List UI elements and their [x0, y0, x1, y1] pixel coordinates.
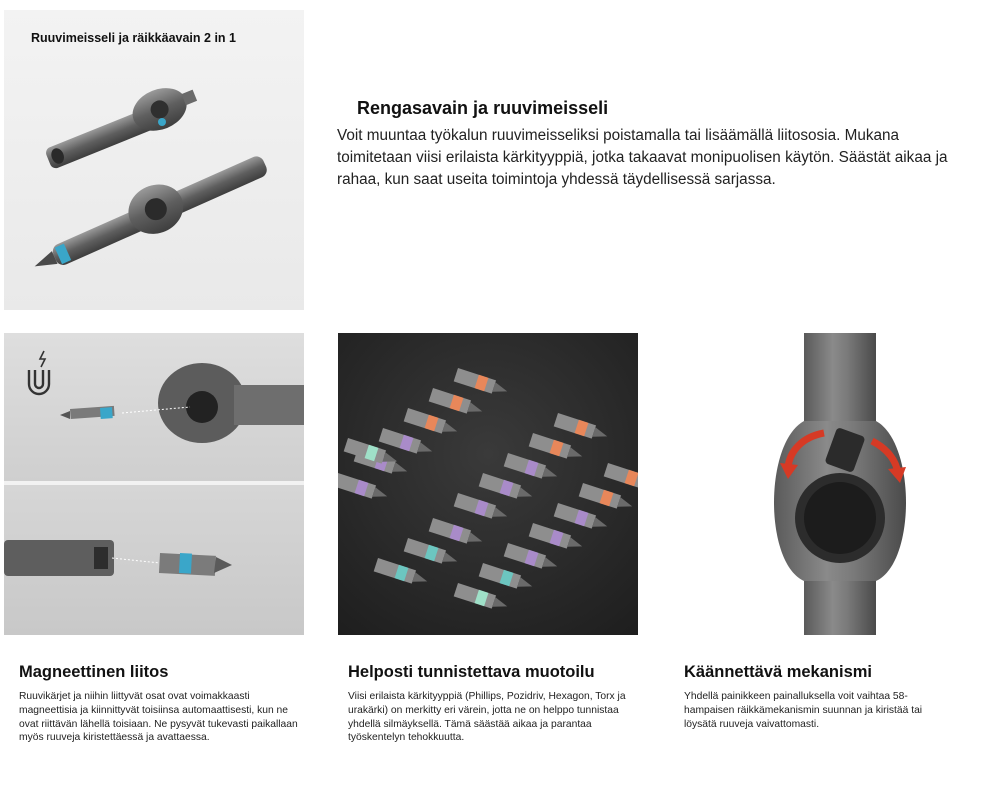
ratchet-illustration: [674, 333, 974, 635]
screwdriver-bit: [429, 518, 485, 548]
screwdriver-bit: [554, 503, 610, 533]
magnet-icon: [29, 351, 49, 394]
screwdriver-bit: [504, 543, 560, 573]
hero-photo: [4, 10, 304, 310]
intro-title: Rengasavain ja ruuvimeisseli: [357, 98, 609, 118]
feature-identifiable: [348, 663, 648, 745]
magnet-bottom-illustration: [4, 485, 304, 635]
feature-body: Yhdellä painikkeen painalluksella voit vaihtaa 58-hampaisen räikkämekanismin suunnan ja kiristää tai löysätä ruuveja vaivattomasti.: [684, 691, 923, 730]
screwdriver-bit: [454, 583, 510, 613]
screwdriver-bit: [374, 558, 430, 588]
magnetic-connection-photo: [4, 333, 304, 635]
screwdriver-bit: [529, 433, 585, 463]
screwdriver-bit: [454, 493, 510, 523]
feature-body: Ruuvikärjet ja niihin liittyvät osat ovat voimakkaasti magneettisia ja kiinnittyvät toisiinsa automaattisesti, kun ne ovat riittävän lähellä toisiaan. Ne pysyvät tukevasti paikallaan myös ruuveja kiristettäessä ja avattaessa.: [19, 691, 298, 744]
magnet-top-illustration: [4, 333, 304, 481]
screwdriver-bit: [404, 408, 460, 438]
screwdriver-bit: [579, 483, 635, 513]
screwdriver-bit: [338, 473, 389, 503]
screwdriver-bit: [504, 453, 560, 483]
screwdriver-bit: [604, 463, 638, 493]
reversible-ratchet-photo: [674, 333, 974, 635]
feature-body: Viisi erilaista kärkityyppiä (Phillips, Pozidriv, Hexagon, Torx ja urakärki) on merkitty eri värein, jotta ne on helppo tunnistaa yhdellä silmäyksellä. Tämä säästää aikaa ja parantaa työskentelyn tehokkuutta.: [348, 691, 626, 744]
screwdriver-bit: [554, 413, 610, 443]
intro-body: Voit muuntaa työkalun ruuvimeisseliksi poistamalla tai lisäämällä liitososia. Mukana toimitetaan viisi erilaista kärkityyppiä, jotka takaavat monipuolisen käytön. Säästät aikaa ja rahaa, kun saat useita toimintoja yhdessä täydellisessä sarjassa.: [337, 127, 948, 188]
feature-title: Helposti tunnistettava muotoilu: [348, 663, 595, 681]
feature-title: Magneettinen liitos: [19, 663, 169, 681]
screwdriver-bit: [479, 473, 535, 503]
intro-section: [337, 98, 967, 191]
bits-illustration: [338, 333, 638, 635]
screwdriver-bit: [454, 368, 510, 398]
screwdriver-ratchet-illustration: [4, 10, 304, 310]
screwdriver-bit: [404, 538, 460, 568]
magnet-photo-bottom: [4, 485, 304, 635]
magnet-photo-top: [4, 333, 304, 481]
screwdriver-bit: [529, 523, 585, 553]
hero-caption: Ruuvimeisseli ja räikkäavain 2 in 1: [31, 31, 236, 45]
color-coded-bits-photo: [338, 333, 638, 635]
feature-reversible: [684, 663, 954, 731]
screwdriver-bit: [479, 563, 535, 593]
feature-title: Käännettävä mekanismi: [684, 663, 873, 681]
feature-magnetic: [19, 663, 299, 745]
screwdriver-bit: [429, 388, 485, 418]
